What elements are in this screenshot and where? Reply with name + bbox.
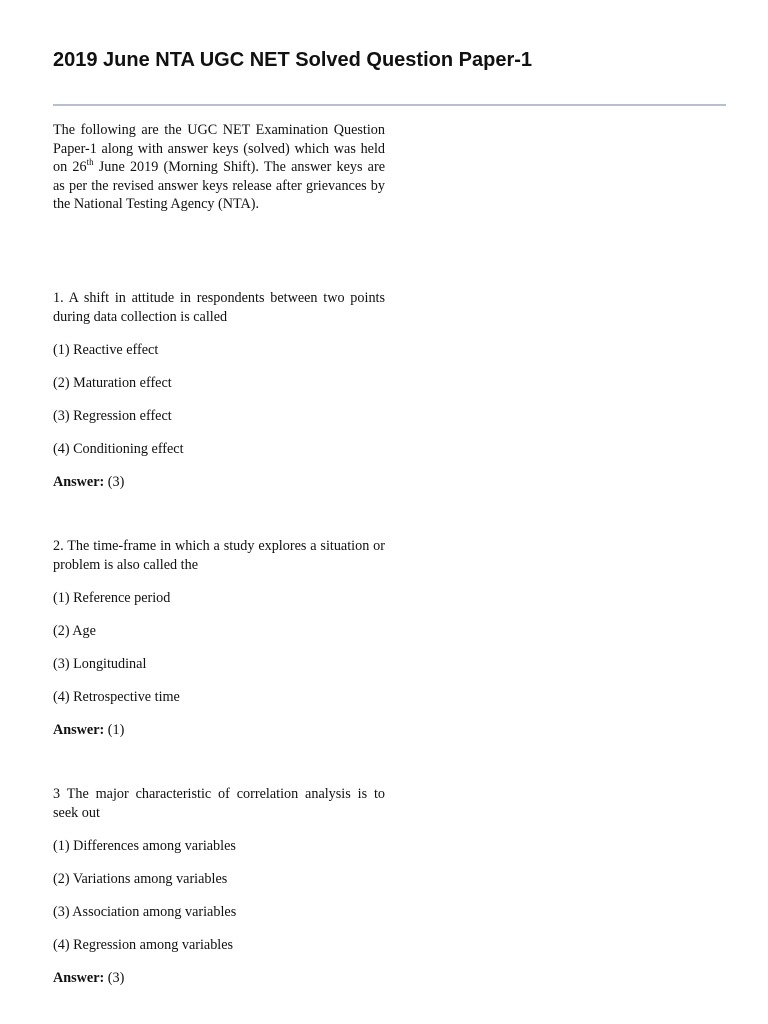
title-divider: [53, 104, 726, 106]
answer-line: [53, 473, 385, 492]
answer-label: Answer:: [53, 721, 105, 738]
question-text: 2. The time-frame in which a study explores a situation or problem is also called the: [53, 538, 385, 573]
option-1: (1) Differences among variables: [53, 837, 236, 854]
answer-label: Answer:: [53, 473, 105, 490]
option-3: (3) Association among variables: [53, 903, 237, 920]
answer-line: [53, 721, 385, 740]
question-text: 3 The major characteristic of correlation analysis is to seek out: [53, 786, 385, 821]
intro-text-end: June 2019 (Morning Shift). The answer keys are as per the revised answer keys release after grievances by the National Testing Agency (NTA).: [53, 159, 385, 212]
option-1: (1) Reactive effect: [53, 341, 159, 358]
option-4: (4) Conditioning effect: [53, 440, 184, 457]
question-2: [53, 537, 385, 739]
answer-value: (3): [107, 473, 125, 490]
answer-value: (3): [107, 969, 125, 986]
option-2: (2) Maturation effect: [53, 374, 172, 391]
intro-paragraph: [53, 121, 385, 289]
option-2: (2) Age: [53, 622, 96, 639]
option-3: (3) Longitudinal: [53, 655, 147, 672]
question-1: [53, 289, 385, 491]
answer-line: [53, 969, 385, 988]
option-4: (4) Retrospective time: [53, 688, 180, 705]
option-3: (3) Regression effect: [53, 407, 172, 424]
intro-text-start: The following are the UGC NET Examination Question Paper-1 along with answer keys (solved) which was held on 26: [53, 122, 385, 175]
page-title: 2019 June NTA UGC NET Solved Question Paper-1: [53, 49, 533, 71]
question-text: 1. A shift in attitude in respondents between two points during data collection is called: [53, 290, 385, 325]
option-2: (2) Variations among variables: [53, 870, 228, 887]
option-1: (1) Reference period: [53, 589, 171, 606]
intro-superscript: th: [86, 157, 94, 167]
option-4: (4) Regression among variables: [53, 936, 234, 953]
question-3: [53, 785, 385, 987]
answer-value: (1): [107, 721, 125, 738]
document-body: [53, 121, 385, 987]
answer-label: Answer:: [53, 969, 105, 986]
